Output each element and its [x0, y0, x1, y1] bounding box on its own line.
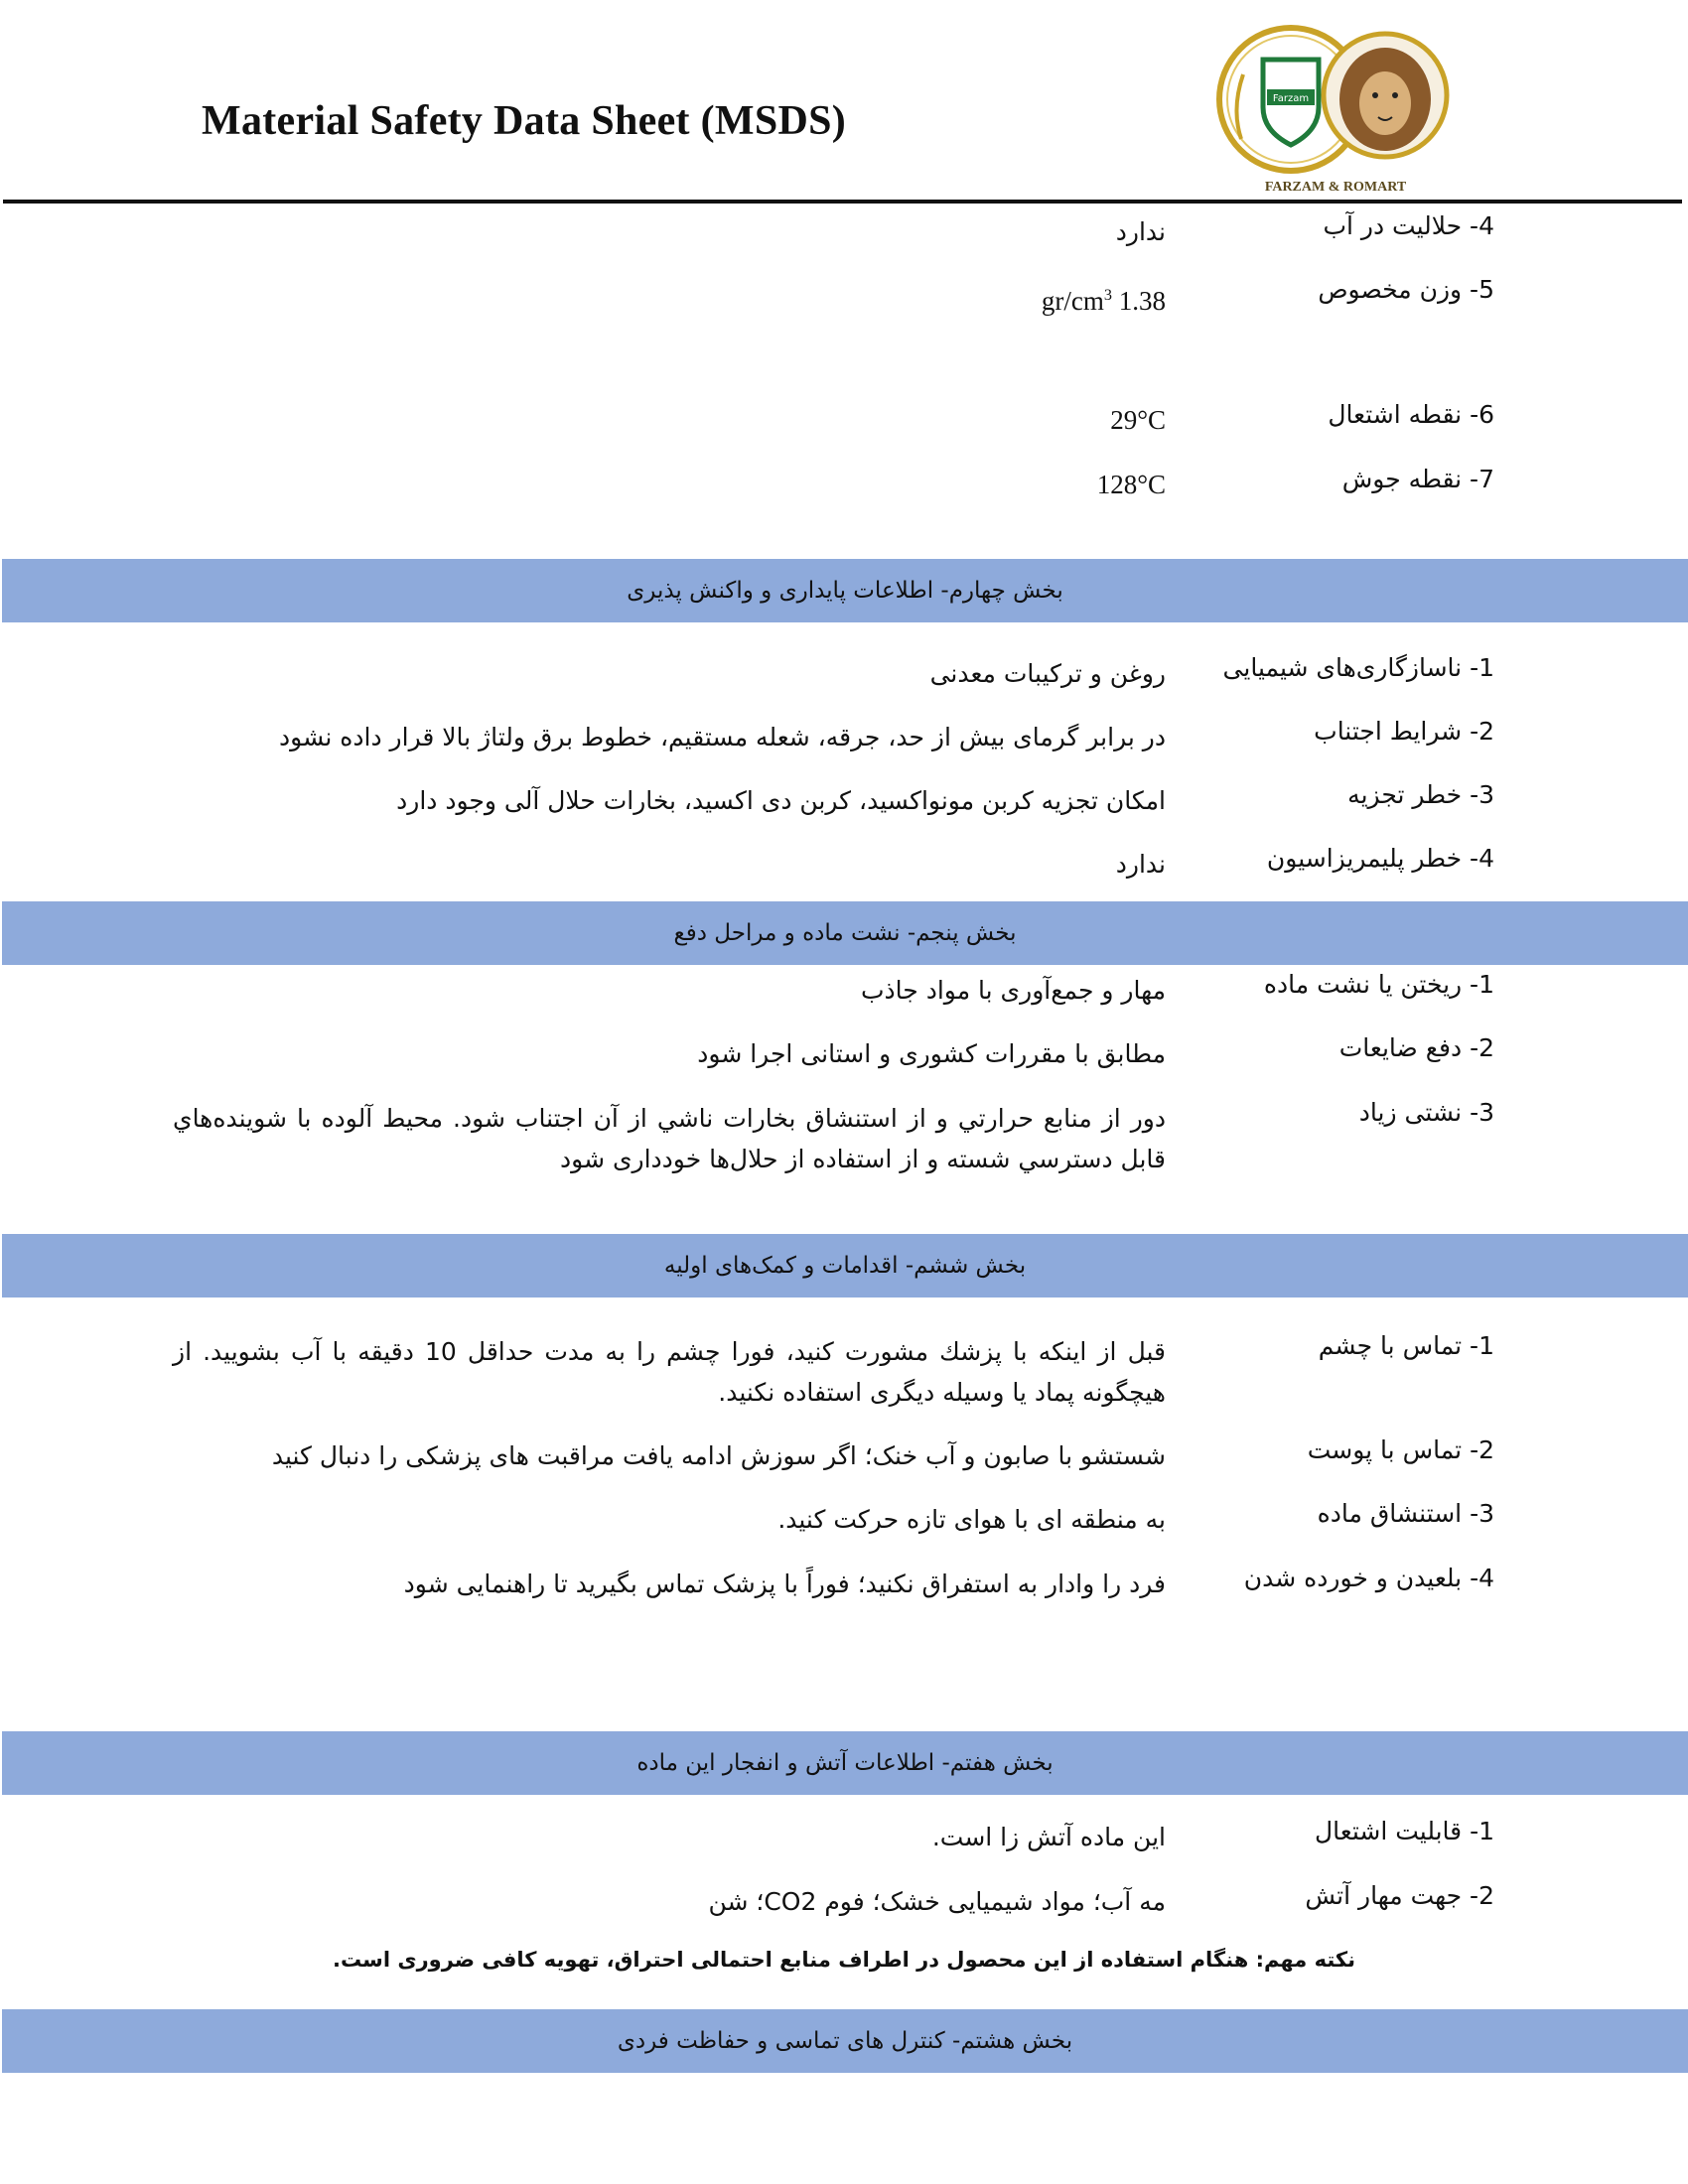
item-value: مطابق با مقررات کشوری و استانی اجرا شود [697, 1039, 1166, 1068]
item-value: روغن و ترکیبات معدنی [929, 659, 1166, 688]
section-6-header: بخش ششم- اقدامات و کمک‌های اولیه [2, 1234, 1688, 1297]
item-label: 3- خطر تجزیه [1347, 780, 1494, 809]
item-label: 2- شرایط اجتناب [1314, 717, 1494, 746]
property-value: ندارد [1115, 217, 1166, 246]
item-label: 1- ناسازگاری‌های شیمیایی [1222, 653, 1494, 682]
item-label: 1- ریختن یا نشت ماده [1263, 970, 1494, 999]
section-5-header: بخش پنجم- نشت ماده و مراحل دفع [2, 901, 1688, 965]
item-value: در برابر گرمای بیش از حد، جرقه، شعله مستقیم، خطوط برق ولتاژ بالا قرار داده نشود [279, 723, 1166, 751]
property-label: 7- نقطه جوش [1341, 465, 1494, 493]
item-label: 3- نشتی زیاد [1358, 1098, 1494, 1127]
property-label: 4- حلالیت در آب [1323, 211, 1494, 240]
item-value: دور از منابع حرارتي و از استنشاق بخارات ناشي از آن اجتناب شود. محيط آلوده با شوينده‌هاي قابل دسترسي شسته و از استفاده از حلال‌ها خودداری شود [173, 1104, 1166, 1173]
item-value: مه آب؛ مواد شیمیایی خشک؛ فوم CO2؛ شن [708, 1887, 1166, 1916]
item-label: 1- قابلیت اشتعال [1315, 1817, 1494, 1845]
item-value: قبل از اینکه با پزشك مشورت کنید، فورا چشم را به مدت حداقل 10 دقیقه با آب بشویید. از هیچگونه پماد یا وسیله دیگری استفاده نکنید. [173, 1337, 1166, 1407]
property-label: 5- وزن مخصوص [1318, 275, 1494, 304]
item-label: 2- دفع ضایعات [1338, 1033, 1494, 1062]
item-value: این ماده آتش زا است. [931, 1823, 1166, 1851]
property-value: 29°C [1110, 405, 1166, 435]
item-label: 1- تماس با چشم [1318, 1331, 1494, 1360]
item-value: شستشو با صابون و آب خنک؛ اگر سوزش ادامه یافت مراقبت های پزشکی را دنبال کنید [271, 1441, 1166, 1470]
logo-badge-text: Farzam [1272, 93, 1310, 104]
specific-gravity-value: 1.38 gr/cm [1041, 286, 1166, 316]
property-value [173, 275, 1166, 322]
item-value: فرد را وادار به استفراق نکنید؛ فوراً با پزشک تماس بگیرید تا راهنمایی شود [403, 1570, 1166, 1598]
item-label: 4- خطر پلیمریزاسیون [1266, 844, 1494, 873]
company-logo [1201, 20, 1462, 199]
logo-caption: FARZAM & ROMART [1264, 180, 1407, 195]
header-divider [3, 200, 1682, 204]
property-value: 128°C [1096, 470, 1166, 499]
unit-exponent: 3 [1103, 286, 1112, 304]
section-7-header: بخش هفتم- اطلاعات آتش و انفجار این ماده [2, 1731, 1688, 1795]
document-title: Material Safety Data Sheet (MSDS) [202, 98, 847, 144]
important-note: نکته مهم: هنگام استفاده از این محصول در اطراف منابع احتمالی احتراق، تهویه کافی ضروری است. [332, 1948, 1356, 1972]
item-label: 3- استنشاق ماده [1317, 1499, 1494, 1528]
section-4-header: بخش چهارم- اطلاعات پایداری و واکنش پذیری [2, 559, 1688, 622]
item-value: به منطقه ای با هوای تازه حرکت کنید. [777, 1505, 1166, 1534]
item-value: امکان تجزیه کربن مونواکسید، کربن دی اکسید، بخارات حلال آلی وجود دارد [396, 786, 1166, 815]
item-label: 4- بلعیدن و خورده شدن [1243, 1564, 1494, 1592]
item-label: 2- جهت مهار آتش [1305, 1881, 1494, 1910]
section-8-header: بخش هشتم- کنترل های تماسی و حفاظت فردی [2, 2009, 1688, 2073]
item-value: ندارد [1115, 850, 1166, 879]
item-label: 2- تماس با پوست [1307, 1435, 1494, 1464]
property-label: 6- نقطه اشتعال [1328, 400, 1494, 429]
item-value: مهار و جمع‌آوری با مواد جاذب [861, 976, 1166, 1005]
